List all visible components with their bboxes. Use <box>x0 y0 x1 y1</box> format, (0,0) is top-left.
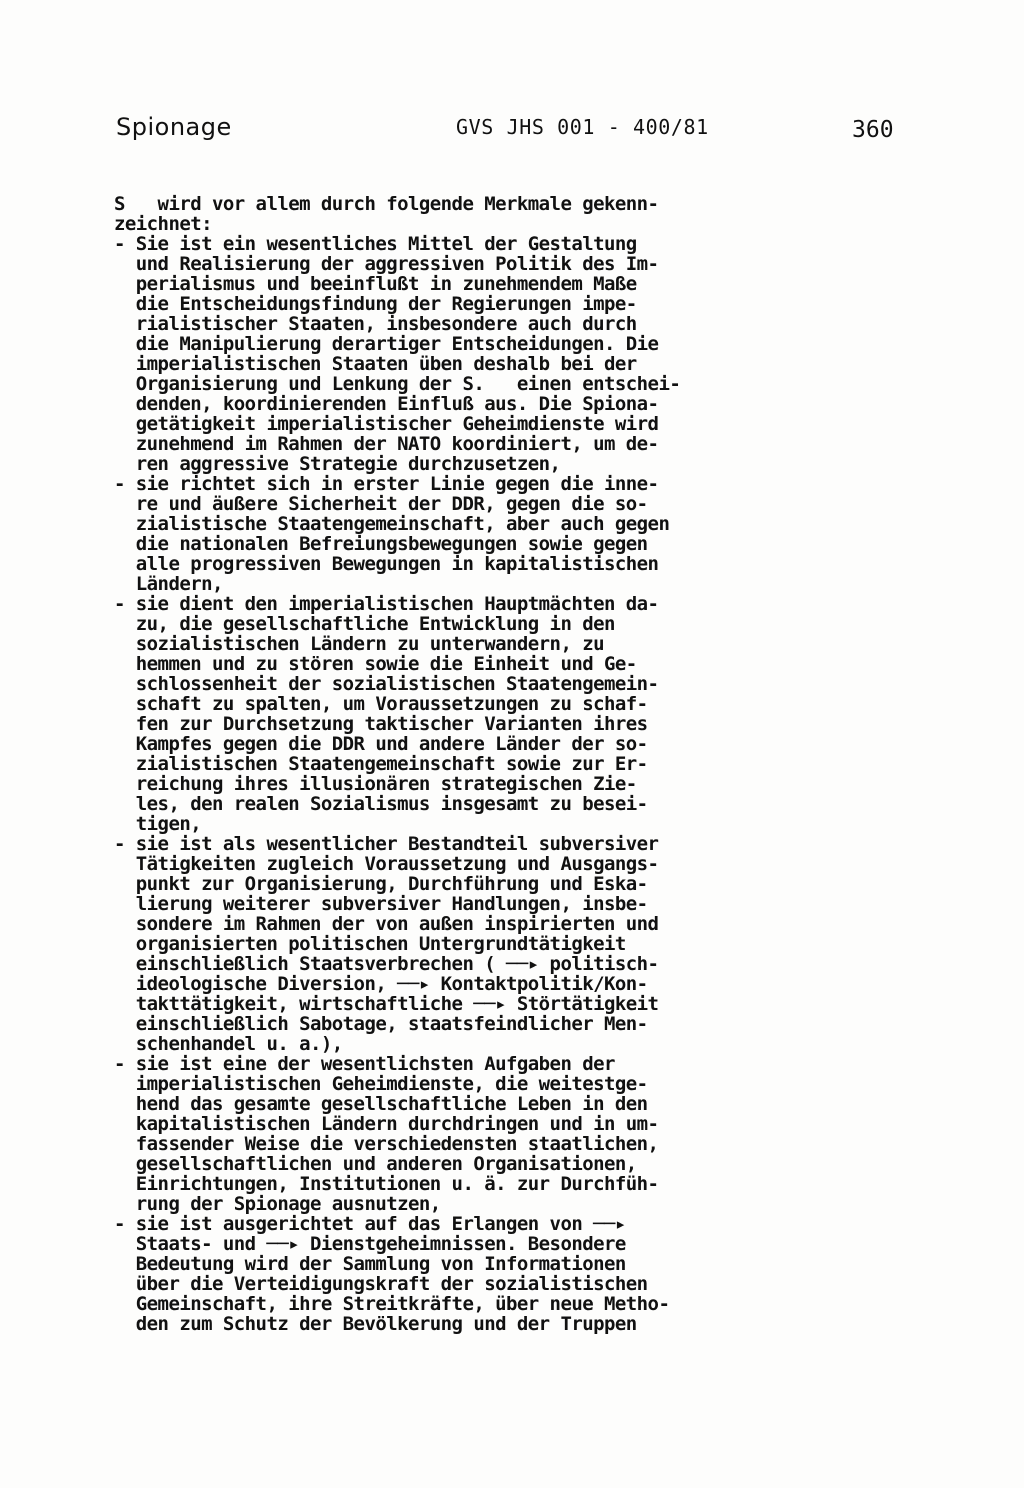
text-line: denden, koordinierenden Einfluß aus. Die Spiona- <box>114 393 659 415</box>
page-number: 360 <box>852 117 894 143</box>
text-line: - Sie ist ein wesentliches Mittel der Gestaltung <box>114 233 637 255</box>
text-line: Gemeinschaft, ihre Streitkräfte, über neue Metho- <box>114 1293 670 1315</box>
text-line: organisierten politischen Untergrundtätigkeit <box>114 933 626 955</box>
text-line: Tätigkeiten zugleich Voraussetzung und Ausgangs- <box>114 853 659 875</box>
text-line: imperialistischen Geheimdienste, die weitestge- <box>114 1073 648 1095</box>
text-line: fassender Weise die verschiedensten staatlichen, <box>114 1133 659 1155</box>
text-line: zeichnet: <box>114 213 213 235</box>
text-line: schlossenheit der sozialistischen Staatengemein- <box>114 673 659 695</box>
text-line: ren aggressive Strategie durchzusetzen, <box>114 453 561 475</box>
text-line: Bedeutung wird der Sammlung von Informationen <box>114 1253 626 1275</box>
text-line: S wird vor allem durch folgende Merkmale gekenn- <box>114 193 659 215</box>
text-line: - sie ist ausgerichtet auf das Erlangen von ──▸ <box>114 1213 626 1235</box>
text-line: gesellschaftlichen und anderen Organisationen, <box>114 1153 637 1175</box>
text-line: Staats- und ──▸ Dienstgeheimnissen. Besondere <box>114 1233 626 1255</box>
text-line: re und äußere Sicherheit der DDR, gegen die so- <box>114 493 648 515</box>
text-line: zunehmend im Rahmen der NATO koordiniert, um de- <box>114 433 659 455</box>
text-line: ideologische Diversion, ──▸ Kontaktpolitik/Kon- <box>114 973 648 995</box>
text-line: lierung weiterer subversiver Handlungen, insbe- <box>114 893 648 915</box>
text-line: sozialistischen Ländern zu unterwandern, zu <box>114 633 605 655</box>
text-line: - sie ist als wesentlicher Bestandteil subversiver <box>114 833 659 855</box>
body-text <box>114 194 754 1334</box>
text-line: die Manipulierung derartiger Entscheidungen. Die <box>114 333 659 355</box>
text-line: zu, die gesellschaftliche Entwicklung in den <box>114 613 615 635</box>
text-line: einschließlich Staatsverbrechen ( ──▸ politisch- <box>114 953 659 975</box>
text-line: die Entscheidungsfindung der Regierungen impe- <box>114 293 637 315</box>
text-line: reichung ihres illusionären strategischen Zie- <box>114 773 637 795</box>
page-title: Spionage <box>116 113 232 141</box>
text-line: hemmen und zu stören sowie die Einheit und Ge- <box>114 653 637 675</box>
text-line: Organisierung und Lenkung der S. einen entschei- <box>114 373 681 395</box>
text-line: die nationalen Befreiungsbewegungen sowie gegen <box>114 533 648 555</box>
text-line: takttätigkeit, wirtschaftliche ──▸ Störtätigkeit <box>114 993 659 1015</box>
text-line: über die Verteidigungskraft der sozialistischen <box>114 1273 648 1295</box>
text-line: schaft zu spalten, um Voraussetzungen zu schaf- <box>114 693 648 715</box>
text-line: punkt zur Organisierung, Durchführung und Eska- <box>114 873 648 895</box>
text-line: rung der Spionage ausnutzen, <box>114 1193 441 1215</box>
text-line: - sie dient den imperialistischen Hauptmächten da- <box>114 593 659 615</box>
text-line: alle progressiven Bewegungen in kapitalistischen <box>114 553 659 575</box>
text-line: Kampfes gegen die DDR und andere Länder der so- <box>114 733 648 755</box>
text-line: hend das gesamte gesellschaftliche Leben in den <box>114 1093 648 1115</box>
text-line: - sie richtet sich in erster Linie gegen die inne- <box>114 473 659 495</box>
text-line: fen zur Durchsetzung taktischer Varianten ihres <box>114 713 648 735</box>
text-line: Ländern, <box>114 573 223 595</box>
text-line: den zum Schutz der Bevölkerung und der Truppen <box>114 1313 637 1335</box>
text-line: Einrichtungen, Institutionen u. ä. zur Durchfüh- <box>114 1173 659 1195</box>
text-line: und Realisierung der aggressiven Politik des Im- <box>114 253 659 275</box>
text-line: tigen, <box>114 813 202 835</box>
text-line: zialistische Staatengemeinschaft, aber auch gegen <box>114 513 670 535</box>
text-line: les, den realen Sozialismus insgesamt zu besei- <box>114 793 648 815</box>
text-line: perialismus und beeinflußt in zunehmendem Maße <box>114 273 637 295</box>
text-line: imperialistischen Staaten üben deshalb bei der <box>114 353 637 375</box>
text-line: sondere im Rahmen der von außen inspirierten und <box>114 913 659 935</box>
document-reference: GVS JHS 001 - 400/81 <box>456 115 709 139</box>
text-line: kapitalistischen Ländern durchdringen und in um- <box>114 1113 659 1135</box>
text-line: - sie ist eine der wesentlichsten Aufgaben der <box>114 1053 615 1075</box>
text-line: rialistischer Staaten, insbesondere auch durch <box>114 313 637 335</box>
text-line: schenhandel u. a.), <box>114 1033 343 1055</box>
text-line: zialistischen Staatengemeinschaft sowie zur Er- <box>114 753 648 775</box>
text-line: getätigkeit imperialistischer Geheimdienste wird <box>114 413 659 435</box>
text-line: einschließlich Sabotage, staatsfeindlicher Men- <box>114 1013 648 1035</box>
